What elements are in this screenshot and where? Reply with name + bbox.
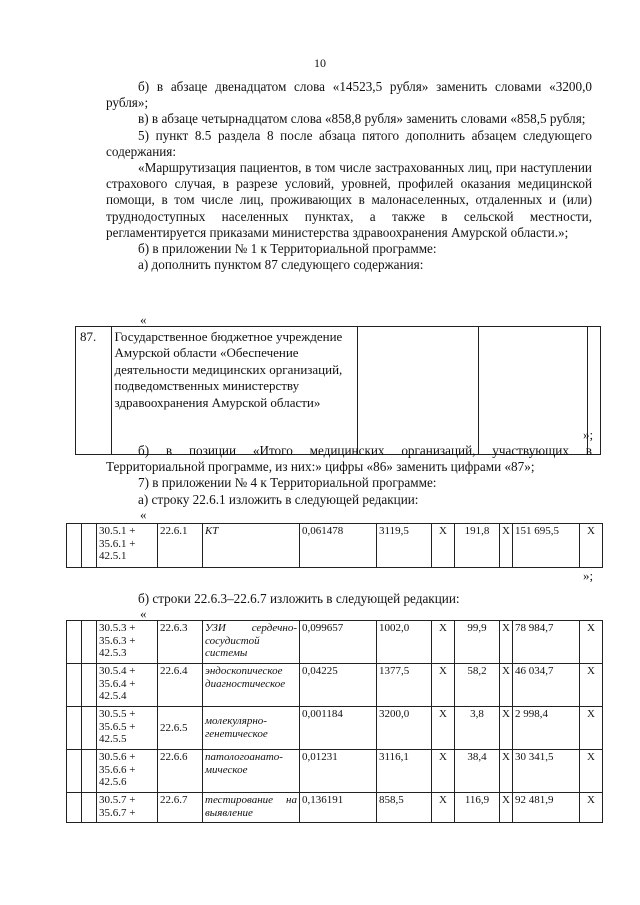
codes-cell: 30.5.7 + 35.6.7 +: [97, 793, 158, 823]
total-cell: 46 034,7: [512, 664, 579, 707]
appendix4-rows-22-6-3-7-table: [66, 620, 603, 823]
total-cell: 78 984,7: [512, 621, 579, 664]
appendix1-item87-table: [75, 326, 601, 455]
cost-cell: 3116,1: [377, 750, 432, 793]
open-quote: «: [140, 606, 147, 621]
per-capita-cell: 116,9: [455, 793, 500, 823]
empty-cell: [82, 793, 97, 823]
empty-cell: [82, 664, 97, 707]
codes-cell: 30.5.4 + 35.6.4 + 42.5.4: [97, 664, 158, 707]
cost-cell: 858,5: [377, 793, 432, 823]
empty-cell: [479, 327, 588, 455]
codes-cell: 30.5.1 + 35.6.1 + 42.5.1: [97, 524, 158, 568]
empty-cell: [67, 707, 82, 750]
table-row: [67, 793, 603, 823]
x-cell: X: [432, 707, 455, 750]
x-cell: X: [500, 750, 513, 793]
table-row: [67, 524, 603, 568]
appendix4-row-22-6-1-table: [66, 523, 603, 568]
organization-cell: Государственное бюджетное учреждение Амурской области «Обеспечение деятельности медицинских организаций, подведомственных министерству здравоохранения Амурской области»: [111, 327, 358, 455]
empty-cell: [82, 524, 97, 568]
table-row: [67, 621, 603, 664]
service-cell: патологоанато-мическое: [203, 750, 300, 793]
total-cell: 92 481,9: [512, 793, 579, 823]
table-row: [67, 664, 603, 707]
close-quote: »;: [583, 427, 594, 442]
paragraph: 5) пункт 8.5 раздела 8 после абзаца пятого дополнить абзацем следующего содержания:: [106, 127, 592, 159]
table-row: [67, 750, 603, 793]
item-number-cell: 87.: [76, 327, 112, 455]
cost-cell: 3119,5: [377, 524, 432, 568]
open-quote: «: [140, 312, 147, 327]
x-cell: X: [500, 707, 513, 750]
codes-cell: 30.5.6 + 35.6.6 + 42.5.6: [97, 750, 158, 793]
paragraph: а) строку 22.6.1 изложить в следующей редакции:: [138, 491, 419, 507]
open-quote: «: [140, 507, 147, 522]
row-number-cell: 22.6.7: [158, 793, 203, 823]
norm-cell: 0,04225: [300, 664, 377, 707]
paragraph: б) в абзаце двенадцатом слова «14523,5 рубля» заменить словами «3200,0 рубля»;: [106, 79, 592, 111]
empty-cell: [82, 750, 97, 793]
per-capita-cell: 3,8: [455, 707, 500, 750]
x-cell: X: [432, 621, 455, 664]
service-cell: молекулярно-генетическое: [203, 707, 300, 750]
empty-cell: [67, 750, 82, 793]
x-cell: X: [432, 664, 455, 707]
x-cell: X: [432, 793, 455, 823]
paragraph: б) в приложении № 1 к Территориальной программе:: [138, 241, 437, 257]
paragraph: «Маршрутизация пациентов, в том числе застрахованных лиц, при наступлении страхового случая, в разрезе условий, уровней, профилей оказания медицинской помощи, в том числе лиц, проживающих в малонаселенных, отдаленных и (или) труднодоступных населенных пунктах, а также в сельской местности, регламентируется приказами министерства здравоохранения Амурской области.»;: [106, 160, 592, 240]
page-number: 10: [314, 56, 326, 70]
row-number-cell: 22.6.1: [158, 524, 203, 568]
amendments-text-block-3: [106, 591, 592, 607]
per-capita-cell: 38,4: [455, 750, 500, 793]
table-row: [76, 327, 601, 455]
empty-cell: [82, 707, 97, 750]
service-cell: УЗИ сердечно-сосудистой системы: [203, 621, 300, 664]
cost-cell: 3200,0: [377, 707, 432, 750]
codes-cell: 30.5.3 + 35.6.3 + 42.5.3: [97, 621, 158, 664]
x-cell: X: [432, 524, 455, 568]
x-cell: X: [579, 664, 602, 707]
paragraph: в) в абзаце четырнадцатом слова «858,8 рубля» заменить словами «858,5 рубля;: [138, 111, 586, 127]
service-cell: КТ: [203, 524, 300, 568]
paragraph: 7) в приложении № 4 к Территориальной программе:: [138, 475, 437, 491]
table-row: [67, 707, 603, 750]
close-quote: »;: [583, 568, 594, 583]
row-number-cell: 22.6.5: [158, 707, 203, 750]
service-cell: тестирование на выявление: [203, 793, 300, 823]
cost-cell: 1377,5: [377, 664, 432, 707]
paragraph: а) дополнить пунктом 87 следующего содержания:: [138, 257, 424, 273]
amendments-text-block-2: [106, 443, 592, 508]
norm-cell: 0,01231: [300, 750, 377, 793]
row-number-cell: 22.6.3: [158, 621, 203, 664]
amendments-text-block: [106, 79, 592, 273]
total-cell: 30 341,5: [512, 750, 579, 793]
per-capita-cell: 99,9: [455, 621, 500, 664]
x-cell: X: [500, 524, 513, 568]
x-cell: X: [579, 621, 602, 664]
paragraph: б) строки 22.6.3–22.6.7 изложить в следующей редакции:: [138, 591, 460, 606]
service-cell: эндоскопическое диагностическое: [203, 664, 300, 707]
empty-cell: [67, 524, 82, 568]
x-cell: X: [579, 793, 602, 823]
x-cell: X: [432, 750, 455, 793]
x-cell: X: [500, 621, 513, 664]
empty-cell: [67, 793, 82, 823]
x-cell: X: [579, 524, 602, 568]
x-cell: X: [500, 664, 513, 707]
empty-cell: [67, 664, 82, 707]
norm-cell: 0,001184: [300, 707, 377, 750]
per-capita-cell: 191,8: [455, 524, 500, 568]
codes-cell: 30.5.5 + 35.6.5 + 42.5.5: [97, 707, 158, 750]
cost-cell: 1002,0: [377, 621, 432, 664]
x-cell: X: [579, 750, 602, 793]
norm-cell: 0,136191: [300, 793, 377, 823]
x-cell: X: [500, 793, 513, 823]
norm-cell: 0,061478: [300, 524, 377, 568]
norm-cell: 0,099657: [300, 621, 377, 664]
per-capita-cell: 58,2: [455, 664, 500, 707]
x-cell: X: [579, 707, 602, 750]
empty-cell: [67, 621, 82, 664]
empty-cell: [358, 327, 479, 455]
row-number-cell: 22.6.6: [158, 750, 203, 793]
paragraph: б) в позиции «Итого медицинских организаций, участвующих в Территориальной программе, из них:» цифры «86» заменить цифрами «87»;: [106, 443, 592, 475]
total-cell: 2 998,4: [512, 707, 579, 750]
empty-cell: [82, 621, 97, 664]
total-cell: 151 695,5: [512, 524, 579, 568]
row-number-cell: 22.6.4: [158, 664, 203, 707]
